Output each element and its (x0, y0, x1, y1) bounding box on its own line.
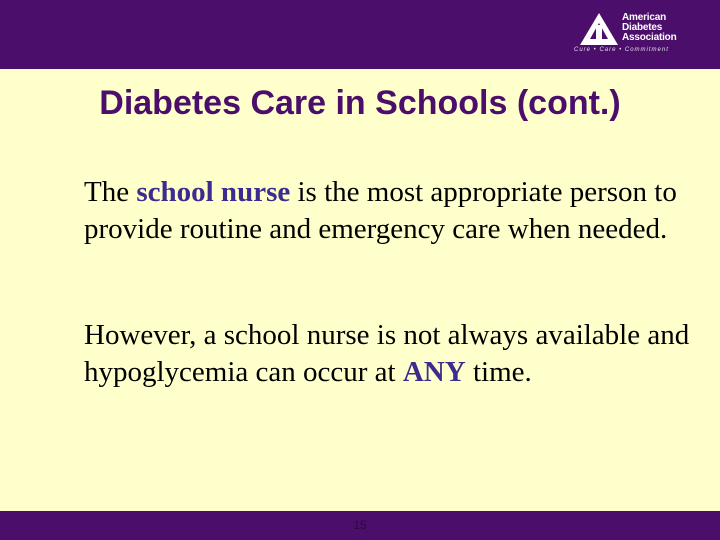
p2-text-start: However, a school nurse is not always available and hypoglycemia can occur at (84, 319, 690, 388)
page-number: 15 (353, 518, 367, 532)
logo-line-3: Association (622, 32, 677, 43)
slide-title: Diabetes Care in Schools (cont.) (99, 84, 621, 122)
top-bar (0, 0, 720, 69)
paragraph-1 (84, 174, 694, 248)
ada-logo (574, 11, 700, 59)
p1-text-start: The (84, 176, 137, 208)
p1-text-end: is the most appropriate person to provide routine and emergency care when needed. (84, 176, 677, 245)
p1-highlight: school nurse (136, 176, 291, 208)
logo-text (622, 13, 676, 43)
p2-text-end: time. (465, 356, 532, 388)
logo-line-1: American (622, 12, 666, 23)
paragraph-2 (84, 317, 694, 391)
logo-tagline: Cure • Care • Commitment (574, 47, 669, 53)
triangle-logo-icon (580, 13, 618, 45)
p2-highlight: ANY (402, 356, 466, 388)
logo-line-2: Diabetes (622, 22, 663, 33)
